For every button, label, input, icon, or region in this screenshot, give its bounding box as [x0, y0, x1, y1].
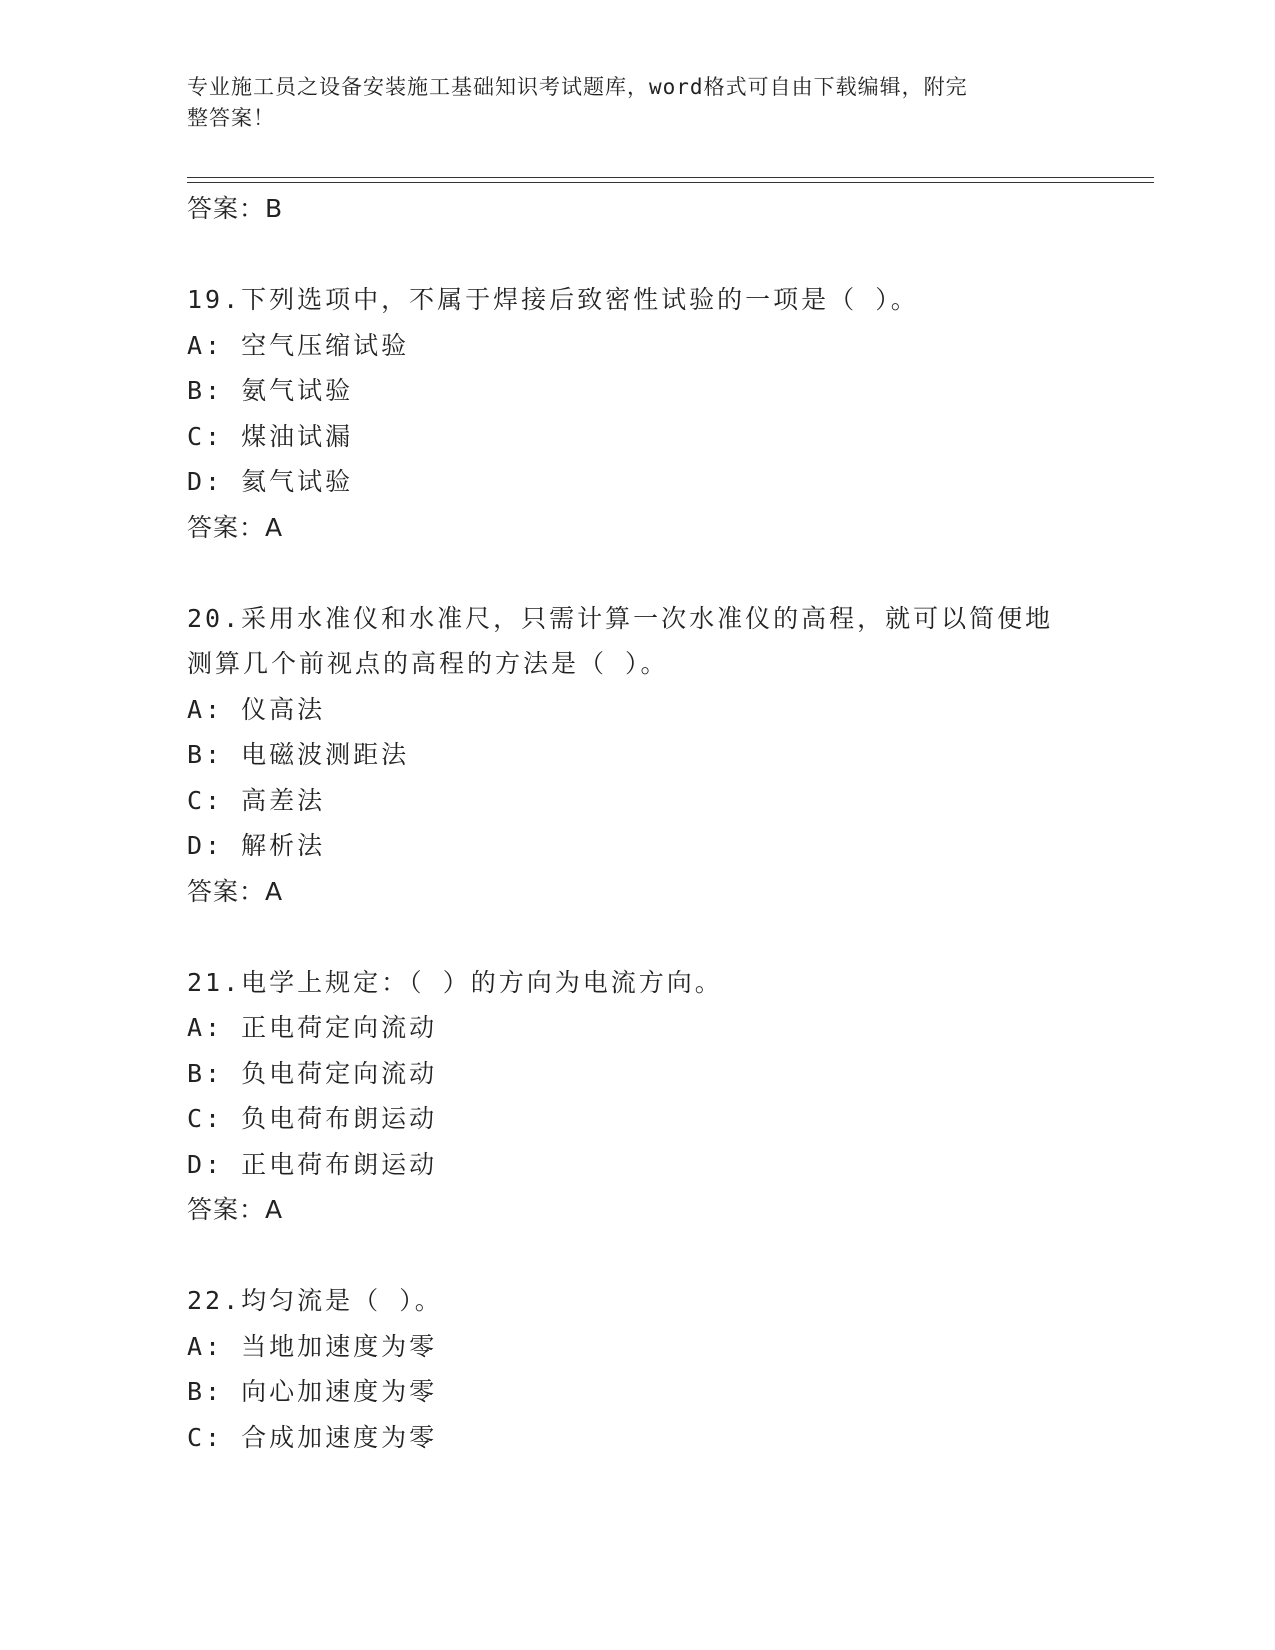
option-a: A: 正电荷定向流动 [187, 1013, 438, 1042]
option-c: C: 负电荷布朗运动 [187, 1104, 438, 1133]
spacer [187, 232, 1087, 278]
question-stem-line-2: 测算几个前视点的高程的方法是（ ）。 [187, 649, 669, 678]
header-title-line-2: 整答案！ [187, 106, 275, 130]
spacer [187, 1233, 1087, 1279]
document-header [187, 72, 1067, 134]
question-21 [187, 960, 1087, 1233]
option-b: B: 负电荷定向流动 [187, 1058, 438, 1088]
option-b: B: 氨气试验 [187, 376, 354, 405]
option-a: A: 当地加速度为零 [187, 1331, 438, 1361]
previous-answer: 答案：B [187, 194, 284, 223]
question-stem: 22.均匀流是（ ）。 [187, 1286, 443, 1315]
option-b: B: 电磁波测距法 [187, 740, 410, 769]
option-c: C: 合成加速度为零 [187, 1422, 438, 1452]
question-stem: 19.下列选项中，不属于焊接后致密性试验的一项是（ ）。 [187, 285, 919, 314]
option-b: B: 向心加速度为零 [187, 1377, 438, 1406]
option-d: D: 解析法 [187, 831, 326, 860]
header-divider-top [187, 177, 1154, 178]
spacer [187, 914, 1087, 960]
question-20 [187, 596, 1087, 915]
option-a: A: 空气压缩试验 [187, 330, 410, 360]
header-divider-bottom [187, 182, 1154, 183]
answer: 答案：A [187, 876, 284, 906]
option-d: D: 氦气试验 [187, 467, 354, 496]
option-c: C: 煤油试漏 [187, 421, 354, 451]
question-22 [187, 1278, 1087, 1460]
document-body [187, 186, 1087, 1460]
question-stem: 21.电学上规定：（ ）的方向为电流方向。 [187, 967, 723, 997]
answer: 答案：A [187, 1195, 284, 1224]
question-stem-line-1: 20.采用水准仪和水准尺，只需计算一次水准仪的高程，就可以简便地 [187, 603, 1054, 633]
option-a: A: 仪高法 [187, 694, 326, 724]
spacer [187, 550, 1087, 596]
option-d: D: 正电荷布朗运动 [187, 1149, 438, 1179]
answer: 答案：A [187, 512, 284, 542]
header-title-line-1: 专业施工员之设备安装施工基础知识考试题库，word格式可自由下载编辑，附完 [187, 75, 968, 99]
option-c: C: 高差法 [187, 785, 326, 815]
question-19 [187, 277, 1087, 550]
